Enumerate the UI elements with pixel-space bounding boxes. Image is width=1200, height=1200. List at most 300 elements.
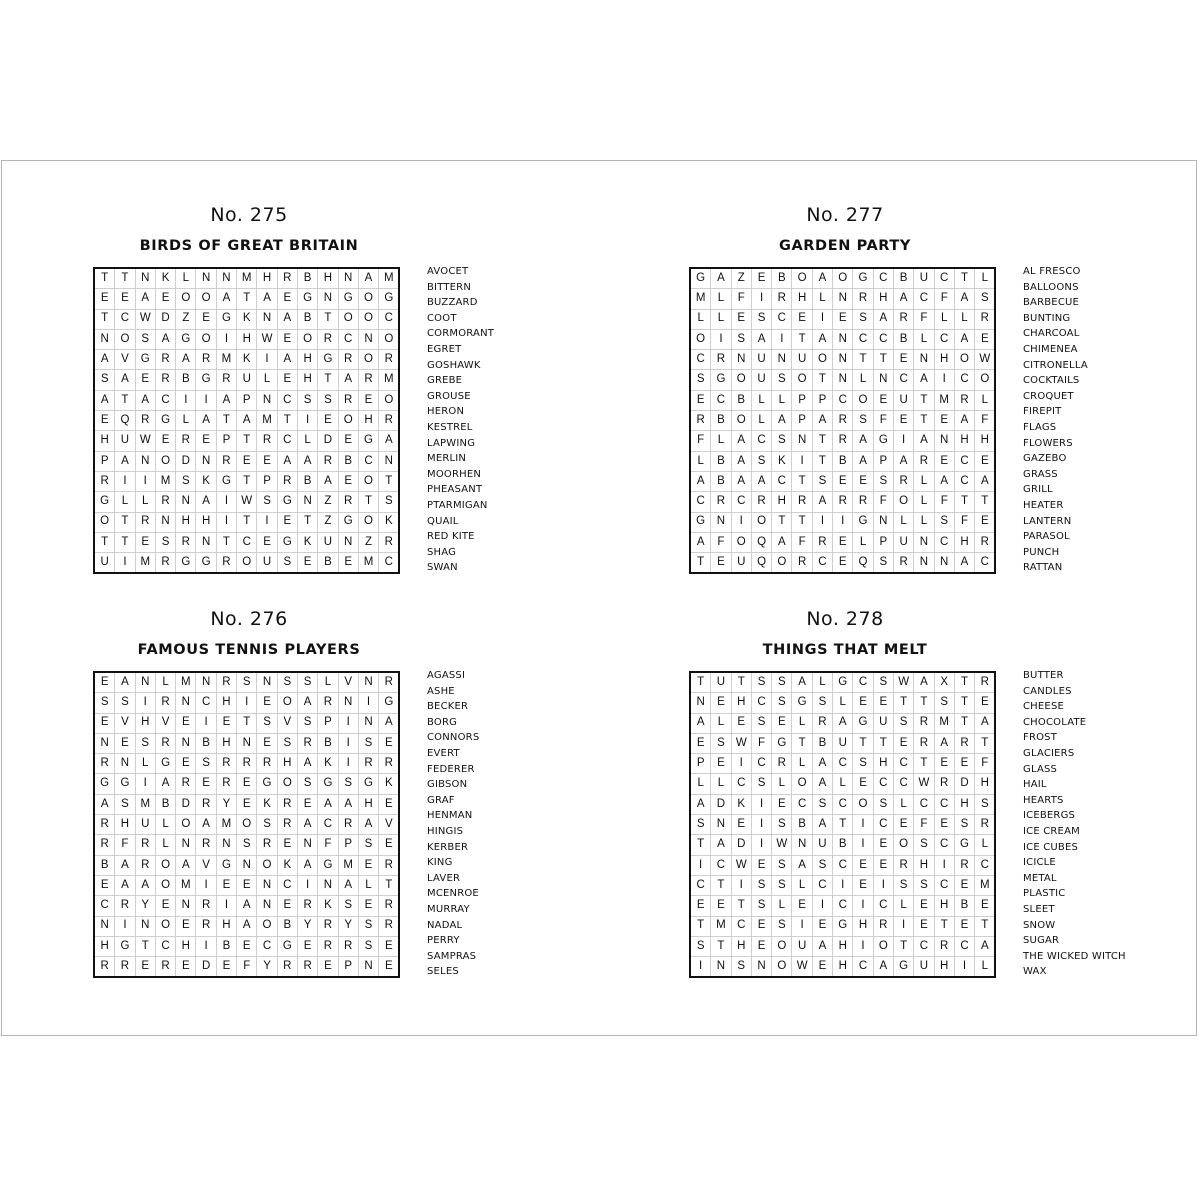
grid-cell[interactable]: S [954,815,974,835]
grid-cell[interactable]: A [358,815,378,835]
grid-cell[interactable]: G [893,957,913,978]
grid-cell[interactable]: G [318,774,338,794]
grid-cell[interactable]: R [833,411,853,431]
grid-cell[interactable]: C [196,693,216,713]
grid-cell[interactable]: E [772,713,792,733]
grid-cell[interactable]: S [338,774,358,794]
grid-cell[interactable]: A [176,855,196,875]
grid-cell[interactable]: M [237,268,257,289]
grid-cell[interactable]: T [711,936,731,956]
grid-cell[interactable]: R [196,794,216,814]
grid-cell[interactable]: E [853,693,873,713]
grid-cell[interactable]: I [338,754,358,774]
grid-cell[interactable]: R [338,390,358,410]
grid-cell[interactable]: V [379,815,400,835]
grid-cell[interactable]: N [711,815,731,835]
grid-cell[interactable]: G [115,936,135,956]
grid-cell[interactable]: O [690,329,711,349]
grid-cell[interactable]: F [914,309,934,329]
grid-cell[interactable]: M [379,268,400,289]
grid-cell[interactable]: T [893,693,913,713]
grid-cell[interactable]: A [893,451,913,471]
grid-cell[interactable]: E [216,875,236,895]
grid-cell[interactable]: F [873,411,893,431]
grid-cell[interactable]: L [155,672,175,693]
grid-cell[interactable]: N [176,733,196,753]
grid-cell[interactable]: O [772,957,792,978]
grid-cell[interactable]: S [751,713,771,733]
grid-cell[interactable]: T [853,350,873,370]
grid-cell[interactable]: L [751,390,771,410]
grid-cell[interactable]: C [812,875,832,895]
grid-cell[interactable]: G [873,431,893,451]
grid-cell[interactable]: C [934,794,954,814]
grid-cell[interactable]: H [731,936,751,956]
grid-cell[interactable]: N [792,835,812,855]
grid-cell[interactable]: O [792,774,812,794]
grid-cell[interactable]: E [772,794,792,814]
grid-cell[interactable]: W [731,855,751,875]
grid-cell[interactable]: B [176,370,196,390]
grid-cell[interactable]: U [711,672,731,693]
grid-cell[interactable]: R [216,553,236,574]
grid-cell[interactable]: E [155,431,175,451]
grid-cell[interactable]: I [812,512,832,532]
grid-cell[interactable]: A [338,370,358,390]
grid-cell[interactable]: C [711,855,731,875]
grid-cell[interactable]: N [257,309,277,329]
grid-cell[interactable]: E [196,309,216,329]
grid-cell[interactable]: R [772,289,792,309]
grid-cell[interactable]: Y [297,916,317,936]
grid-cell[interactable]: S [115,693,135,713]
grid-cell[interactable]: I [115,471,135,491]
grid-cell[interactable]: E [237,774,257,794]
grid-cell[interactable]: E [297,936,317,956]
grid-cell[interactable]: G [297,289,317,309]
grid-cell[interactable]: O [277,774,297,794]
grid-cell[interactable]: P [216,431,236,451]
grid-cell[interactable]: A [893,289,913,309]
grid-cell[interactable]: R [338,492,358,512]
grid-cell[interactable]: F [975,411,996,431]
grid-cell[interactable]: T [711,875,731,895]
grid-cell[interactable]: E [873,835,893,855]
grid-cell[interactable]: I [792,916,812,936]
grid-cell[interactable]: A [176,350,196,370]
grid-cell[interactable]: O [853,390,873,410]
grid-cell[interactable]: F [792,532,812,552]
grid-cell[interactable]: M [934,713,954,733]
grid-cell[interactable]: N [338,268,358,289]
grid-cell[interactable]: A [94,390,115,410]
grid-cell[interactable]: O [358,289,378,309]
grid-cell[interactable]: D [954,774,974,794]
grid-cell[interactable]: L [155,815,175,835]
grid-cell[interactable]: O [379,329,400,349]
grid-cell[interactable]: U [812,835,832,855]
grid-cell[interactable]: C [833,896,853,916]
grid-cell[interactable]: N [115,754,135,774]
grid-cell[interactable]: R [833,431,853,451]
grid-cell[interactable]: A [812,411,832,431]
grid-cell[interactable]: T [893,936,913,956]
grid-cell[interactable]: S [731,329,751,349]
grid-cell[interactable]: E [257,733,277,753]
grid-cell[interactable]: S [690,370,711,390]
grid-cell[interactable]: S [751,875,771,895]
grid-cell[interactable]: C [914,794,934,814]
grid-cell[interactable]: R [379,916,400,936]
grid-cell[interactable]: C [954,451,974,471]
grid-cell[interactable]: N [934,431,954,451]
grid-cell[interactable]: S [115,794,135,814]
grid-cell[interactable]: A [318,471,338,491]
grid-cell[interactable]: V [115,713,135,733]
grid-cell[interactable]: N [711,512,731,532]
grid-cell[interactable]: S [772,855,792,875]
grid-cell[interactable]: A [731,451,751,471]
grid-cell[interactable]: P [873,451,893,471]
grid-cell[interactable]: R [155,693,175,713]
grid-cell[interactable]: R [954,733,974,753]
grid-cell[interactable]: I [711,329,731,349]
grid-cell[interactable]: S [338,896,358,916]
grid-cell[interactable]: P [257,471,277,491]
grid-cell[interactable]: T [237,713,257,733]
grid-cell[interactable]: Q [751,532,771,552]
grid-cell[interactable]: S [853,411,873,431]
grid-cell[interactable]: H [216,916,236,936]
grid-cell[interactable]: I [853,896,873,916]
grid-cell[interactable]: E [237,875,257,895]
grid-cell[interactable]: L [690,309,711,329]
grid-cell[interactable]: C [338,329,358,349]
grid-cell[interactable]: I [115,916,135,936]
grid-cell[interactable]: Z [358,532,378,552]
grid-cell[interactable]: N [914,350,934,370]
grid-cell[interactable]: E [792,896,812,916]
grid-cell[interactable]: N [196,451,216,471]
grid-cell[interactable]: B [711,411,731,431]
grid-cell[interactable]: U [751,350,771,370]
grid-cell[interactable]: O [873,936,893,956]
grid-cell[interactable]: I [893,431,913,451]
grid-cell[interactable]: A [731,431,751,451]
grid-cell[interactable]: S [751,896,771,916]
grid-cell[interactable]: T [115,268,135,289]
grid-cell[interactable]: R [792,553,812,574]
grid-cell[interactable]: E [176,754,196,774]
grid-cell[interactable]: T [237,431,257,451]
grid-cell[interactable]: V [196,855,216,875]
grid-cell[interactable]: R [216,370,236,390]
grid-cell[interactable]: T [358,492,378,512]
grid-cell[interactable]: B [318,553,338,574]
grid-cell[interactable]: R [135,855,155,875]
grid-cell[interactable]: P [690,754,711,774]
grid-cell[interactable]: C [731,916,751,936]
grid-cell[interactable]: E [873,390,893,410]
grid-cell[interactable]: S [297,672,317,693]
grid-cell[interactable]: R [257,431,277,451]
grid-cell[interactable]: T [975,916,996,936]
grid-cell[interactable]: A [115,855,135,875]
grid-cell[interactable]: E [94,875,115,895]
grid-cell[interactable]: E [216,957,236,978]
grid-cell[interactable]: D [318,431,338,451]
grid-cell[interactable]: C [115,309,135,329]
grid-cell[interactable]: H [833,936,853,956]
grid-cell[interactable]: T [853,733,873,753]
grid-cell[interactable]: W [792,957,812,978]
grid-cell[interactable]: S [94,370,115,390]
grid-cell[interactable]: R [115,957,135,978]
grid-cell[interactable]: T [135,936,155,956]
grid-cell[interactable]: A [115,672,135,693]
grid-cell[interactable]: V [277,713,297,733]
grid-cell[interactable]: S [772,672,792,693]
grid-cell[interactable]: E [135,370,155,390]
grid-cell[interactable]: T [379,471,400,491]
grid-cell[interactable]: R [196,835,216,855]
grid-cell[interactable]: K [379,512,400,532]
grid-cell[interactable]: S [873,672,893,693]
grid-cell[interactable]: A [155,774,175,794]
grid-cell[interactable]: A [690,471,711,491]
grid-cell[interactable]: O [115,329,135,349]
grid-cell[interactable]: S [873,553,893,574]
grid-cell[interactable]: P [237,390,257,410]
grid-cell[interactable]: E [914,896,934,916]
grid-cell[interactable]: G [338,512,358,532]
grid-cell[interactable]: T [812,451,832,471]
grid-cell[interactable]: O [176,815,196,835]
grid-cell[interactable]: I [954,957,974,978]
grid-cell[interactable]: G [155,411,175,431]
grid-cell[interactable]: T [277,411,297,431]
grid-cell[interactable]: Z [731,268,751,289]
grid-cell[interactable]: G [853,268,873,289]
grid-cell[interactable]: L [914,512,934,532]
grid-cell[interactable]: L [711,713,731,733]
grid-cell[interactable]: R [914,713,934,733]
grid-cell[interactable]: G [954,835,974,855]
grid-cell[interactable]: H [954,431,974,451]
grid-cell[interactable]: U [94,553,115,574]
grid-cell[interactable]: W [893,672,913,693]
grid-cell[interactable]: A [711,268,731,289]
grid-cell[interactable]: A [237,411,257,431]
grid-cell[interactable]: S [297,713,317,733]
grid-cell[interactable]: E [338,553,358,574]
grid-cell[interactable]: H [135,713,155,733]
grid-cell[interactable]: T [94,532,115,552]
grid-cell[interactable]: S [176,471,196,491]
grid-cell[interactable]: E [975,896,996,916]
grid-cell[interactable]: R [379,532,400,552]
grid-cell[interactable]: T [690,835,711,855]
grid-cell[interactable]: H [257,268,277,289]
grid-cell[interactable]: O [257,916,277,936]
grid-cell[interactable]: L [772,896,792,916]
grid-cell[interactable]: C [853,672,873,693]
grid-cell[interactable]: A [812,815,832,835]
grid-cell[interactable]: H [216,693,236,713]
grid-cell[interactable]: O [792,370,812,390]
grid-cell[interactable]: C [690,350,711,370]
grid-cell[interactable]: R [934,936,954,956]
grid-cell[interactable]: A [772,411,792,431]
grid-cell[interactable]: I [338,733,358,753]
grid-cell[interactable]: R [893,471,913,491]
grid-cell[interactable]: U [893,532,913,552]
grid-cell[interactable]: A [711,835,731,855]
grid-cell[interactable]: U [873,713,893,733]
grid-cell[interactable]: I [338,713,358,733]
grid-cell[interactable]: T [379,875,400,895]
grid-cell[interactable]: H [277,754,297,774]
grid-cell[interactable]: T [873,350,893,370]
grid-cell[interactable]: N [176,693,196,713]
grid-cell[interactable]: H [176,512,196,532]
grid-cell[interactable]: E [379,835,400,855]
grid-cell[interactable]: C [711,390,731,410]
grid-cell[interactable]: T [914,390,934,410]
grid-cell[interactable]: E [216,713,236,733]
grid-cell[interactable]: N [135,916,155,936]
grid-cell[interactable]: A [731,471,751,491]
grid-cell[interactable]: I [934,855,954,875]
grid-cell[interactable]: S [751,309,771,329]
grid-cell[interactable]: I [934,370,954,390]
grid-cell[interactable]: I [196,875,216,895]
grid-cell[interactable]: E [812,916,832,936]
grid-cell[interactable]: H [873,289,893,309]
grid-cell[interactable]: K [731,794,751,814]
grid-cell[interactable]: H [975,774,996,794]
grid-cell[interactable]: N [196,672,216,693]
grid-cell[interactable]: C [833,754,853,774]
grid-cell[interactable]: I [833,512,853,532]
grid-cell[interactable]: A [914,431,934,451]
grid-cell[interactable]: A [954,411,974,431]
grid-cell[interactable]: H [115,815,135,835]
grid-cell[interactable]: I [731,512,751,532]
grid-cell[interactable]: R [934,774,954,794]
grid-cell[interactable]: E [751,936,771,956]
grid-cell[interactable]: L [792,713,812,733]
grid-cell[interactable]: O [731,370,751,390]
grid-cell[interactable]: E [277,289,297,309]
grid-cell[interactable]: T [115,512,135,532]
grid-cell[interactable]: M [711,916,731,936]
grid-cell[interactable]: E [873,855,893,875]
grid-cell[interactable]: S [873,471,893,491]
grid-cell[interactable]: T [812,370,832,390]
grid-cell[interactable]: C [358,451,378,471]
grid-cell[interactable]: D [711,794,731,814]
grid-cell[interactable]: C [155,936,175,956]
grid-cell[interactable]: E [94,411,115,431]
grid-cell[interactable]: B [711,471,731,491]
grid-cell[interactable]: A [338,875,358,895]
grid-cell[interactable]: N [833,370,853,390]
grid-cell[interactable]: S [812,794,832,814]
grid-cell[interactable]: A [135,289,155,309]
grid-cell[interactable]: R [772,754,792,774]
grid-cell[interactable]: F [934,289,954,309]
grid-cell[interactable]: E [155,289,175,309]
grid-cell[interactable]: U [893,390,913,410]
grid-cell[interactable]: E [237,794,257,814]
grid-cell[interactable]: N [731,350,751,370]
grid-cell[interactable]: E [277,329,297,349]
grid-cell[interactable]: H [297,350,317,370]
grid-cell[interactable]: U [257,553,277,574]
grid-cell[interactable]: E [94,672,115,693]
grid-cell[interactable]: M [379,370,400,390]
grid-cell[interactable]: B [812,733,832,753]
grid-cell[interactable]: S [914,875,934,895]
grid-cell[interactable]: I [731,754,751,774]
grid-cell[interactable]: S [257,492,277,512]
grid-cell[interactable]: G [379,289,400,309]
grid-cell[interactable]: B [318,733,338,753]
grid-cell[interactable]: E [751,268,771,289]
grid-cell[interactable]: E [690,896,711,916]
grid-cell[interactable]: L [257,370,277,390]
grid-cell[interactable]: F [318,835,338,855]
grid-cell[interactable]: R [914,733,934,753]
grid-cell[interactable]: O [155,875,175,895]
grid-cell[interactable]: D [176,794,196,814]
grid-cell[interactable]: C [94,896,115,916]
grid-cell[interactable]: R [379,672,400,693]
grid-cell[interactable]: C [751,431,771,451]
grid-cell[interactable]: T [975,733,996,753]
grid-cell[interactable]: P [792,411,812,431]
grid-cell[interactable]: S [873,794,893,814]
grid-cell[interactable]: S [94,693,115,713]
grid-cell[interactable]: R [751,492,771,512]
grid-cell[interactable]: H [873,754,893,774]
grid-cell[interactable]: N [711,957,731,978]
grid-cell[interactable]: H [914,855,934,875]
grid-cell[interactable]: R [176,774,196,794]
grid-cell[interactable]: G [318,350,338,370]
grid-cell[interactable]: R [257,835,277,855]
grid-cell[interactable]: C [277,431,297,451]
grid-cell[interactable]: R [338,350,358,370]
grid-cell[interactable]: L [833,774,853,794]
grid-cell[interactable]: A [257,289,277,309]
grid-cell[interactable]: R [379,855,400,875]
grid-cell[interactable]: T [792,512,812,532]
grid-cell[interactable]: I [772,329,792,349]
grid-cell[interactable]: S [893,713,913,733]
grid-cell[interactable]: E [155,896,175,916]
grid-cell[interactable]: A [853,451,873,471]
grid-cell[interactable]: A [277,350,297,370]
grid-cell[interactable]: R [94,471,115,491]
grid-cell[interactable]: C [975,553,996,574]
grid-cell[interactable]: N [196,532,216,552]
grid-cell[interactable]: L [975,268,996,289]
grid-cell[interactable]: L [853,370,873,390]
grid-cell[interactable]: F [934,492,954,512]
grid-cell[interactable]: O [196,329,216,349]
